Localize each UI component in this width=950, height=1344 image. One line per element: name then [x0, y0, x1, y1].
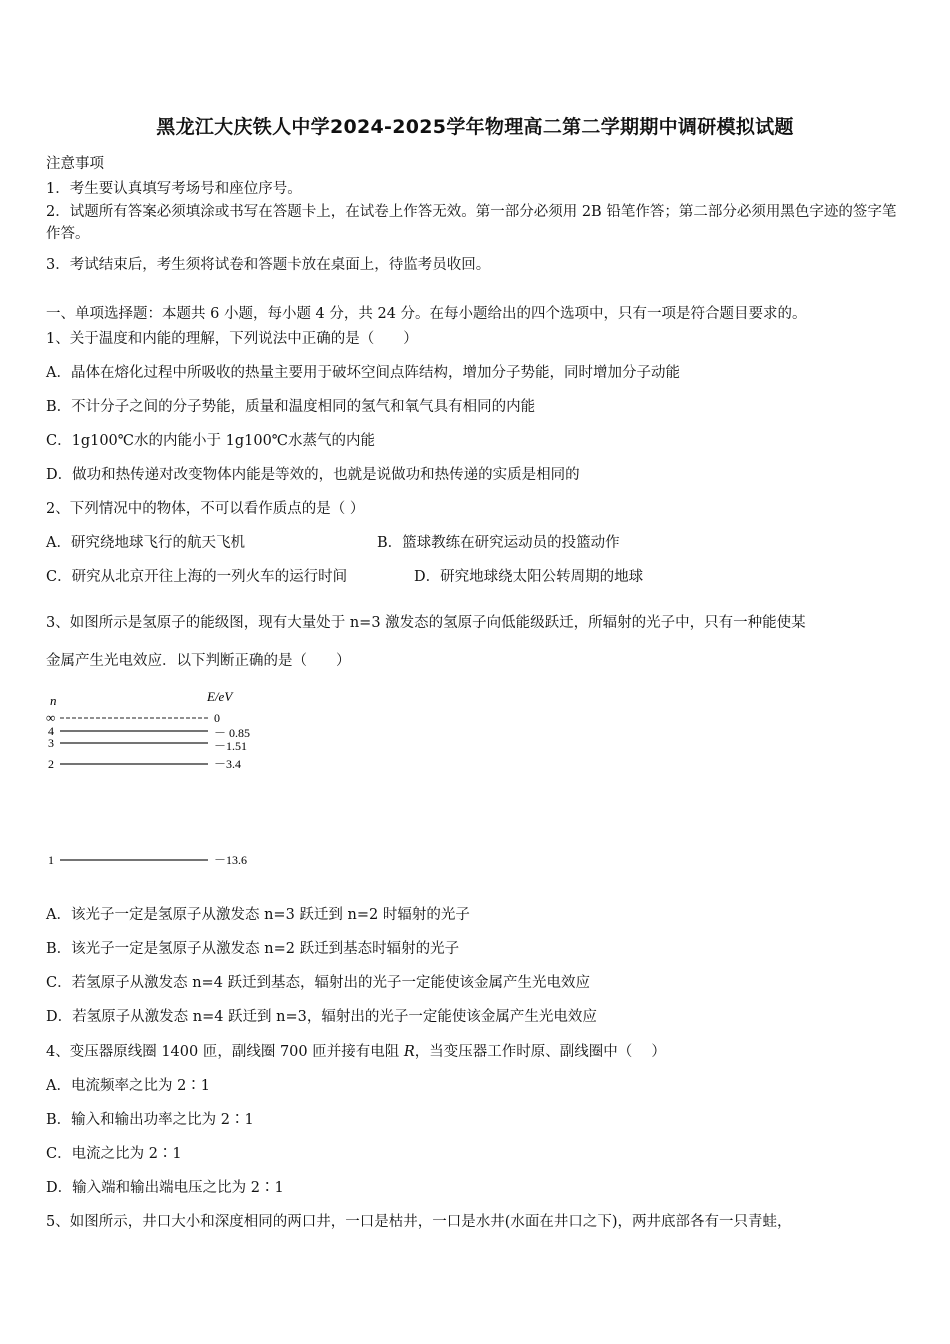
q1-option-c: C．1g100℃水的内能小于 1g100℃水蒸气的内能 [46, 433, 376, 449]
q3-option-d: D．若氢原子从激发态 n=4 跃迁到 n=3，辐射出的光子一定能使该金属产生光电效应 [46, 1009, 597, 1025]
level-3-n: 3 [48, 736, 54, 750]
level-3-e: －1.51 [214, 739, 248, 753]
q2-option-d: D．研究地球绕太阳公转周期的地球 [414, 569, 644, 585]
notice-item-1: 1．考生要认真填写考场号和座位序号。 [46, 181, 302, 197]
q4-stem-pre: 4、变压器原线圈 1400 匝，副线圈 700 匝并接有电阻 [46, 1044, 404, 1060]
q4-stem-variable: R [403, 1044, 415, 1060]
notice-heading: 注意事项 [46, 156, 104, 172]
q5-stem: 5、如图所示，井口大小和深度相同的两口井，一口是枯井，一口是水井(水面在井口之下)，两井底部各有一只青蛙， [46, 1214, 792, 1230]
q2-option-a: A．研究绕地球飞行的航天飞机 [46, 535, 245, 551]
section-heading: 一、单项选择题：本题共 6 小题，每小题 4 分，共 24 分。在每小题给出的四个选项中，只有一项是符合题目要求的。 [46, 306, 807, 322]
q3-option-c: C．若氢原子从激发态 n=4 跃迁到基态，辐射出的光子一定能使该金属产生光电效应 [46, 975, 591, 991]
level-4-n: 4 [48, 724, 54, 738]
level-1-e: －13.6 [214, 853, 248, 867]
notice-item-3: 3．考试结束后，考生须将试卷和答题卡放在桌面上，待监考员收回。 [46, 257, 491, 273]
q4-option-a: A．电流频率之比为 2∶1 [46, 1078, 211, 1094]
q1-option-a: A．晶体在熔化过程中所吸收的热量主要用于破坏空间点阵结构，增加分子势能，同时增加分子动能 [46, 365, 680, 381]
q1-option-b: B．不计分子之间的分子势能，质量和温度相同的氢气和氧气具有相同的内能 [46, 399, 536, 415]
q2-stem: 2、下列情况中的物体，不可以看作质点的是（ ） [46, 501, 365, 517]
q3-stem-line-1: 3、如图所示是氢原子的能级图，现有大量处于 n=3 激发态的氢原子向低能级跃迁，所辐射的光子中，只有一种能使某 [46, 615, 806, 631]
level-2-n: 2 [48, 757, 54, 771]
q1-stem: 1、关于温度和内能的理解，下列说法中正确的是（ ） [46, 331, 418, 347]
page-title: 黑龙江大庆铁人中学2024-2025学年物理高二第二学期期中调研模拟试题 [156, 116, 794, 138]
level-4-e: － 0.85 [214, 726, 251, 740]
q2-option-b: B．篮球教练在研究运动员的投篮动作 [377, 535, 620, 551]
q3-stem-line-2: 金属产生光电效应．以下判断正确的是（ ） [46, 653, 351, 669]
n-axis-label: n [50, 693, 57, 708]
level-1-n: 1 [48, 853, 54, 867]
notice-item-2: 2．试题所有答案必须填涂或书写在答题卡上，在试卷上作答无效。第一部分必须用 2B 铅笔作答；第二部分必须用黑色字迹的签字笔作答。 [46, 204, 897, 242]
q4-stem [46, 1040, 666, 1061]
energy-level-diagram [40, 685, 280, 875]
q4-option-c: C．电流之比为 2∶1 [46, 1146, 182, 1162]
q1-option-d: D．做功和热传递对改变物体内能是等效的，也就是说做功和热传递的实质是相同的 [46, 467, 580, 483]
q3-option-b: B．该光子一定是氢原子从激发态 n=2 跃迁到基态时辐射的光子 [46, 941, 460, 957]
level-2-e: －3.4 [214, 757, 242, 771]
e-axis-label: E/eV [207, 689, 233, 704]
q2-option-c: C．研究从北京开往上海的一列火车的运行时间 [46, 569, 348, 585]
level-inf-e: 0 [214, 711, 220, 725]
q3-option-a: A．该光子一定是氢原子从激发态 n=3 跃迁到 n=2 时辐射的光子 [46, 907, 470, 923]
level-inf-n: ∞ [46, 710, 56, 725]
q4-option-b: B．输入和输出功率之比为 2∶1 [46, 1112, 254, 1128]
q4-option-d: D．输入端和输出端电压之比为 2∶1 [46, 1180, 284, 1196]
q4-stem-post: ，当变压器工作时原、副线圈中（ ） [414, 1044, 666, 1060]
